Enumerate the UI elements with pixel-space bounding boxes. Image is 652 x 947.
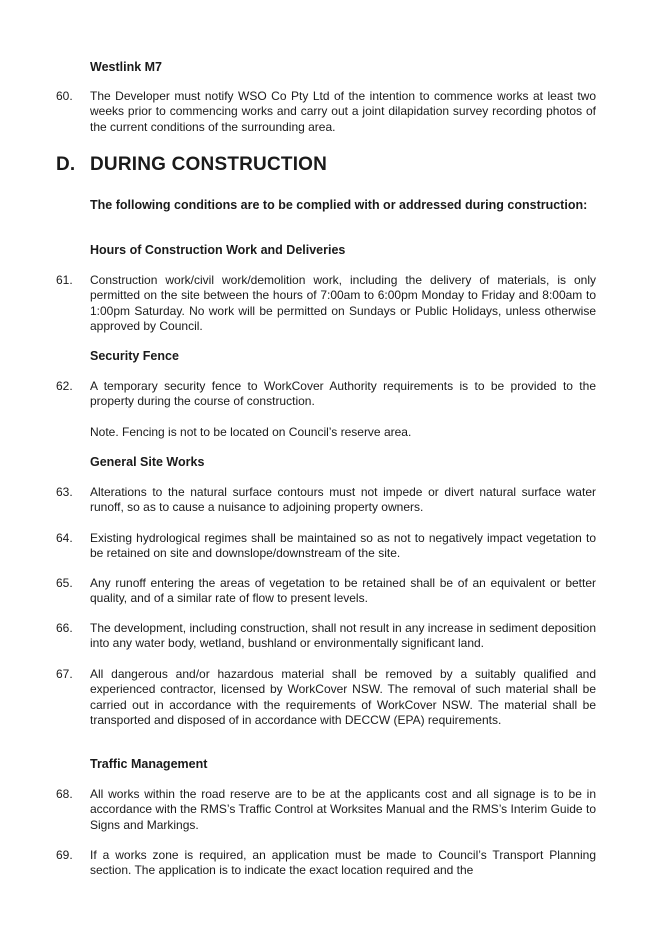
condition-number: 62. <box>56 379 73 393</box>
condition-text: Construction work/civil work/demolition work, including the delivery of materials, is only permitted on the site between the hours of 7:00am to 6:00pm Monday to Friday and 8:00am to 1:00pm Saturday. No work will be permitted on Sundays or Public Holidays, unless otherwise approved by Council. <box>90 273 596 333</box>
condition-60 <box>56 89 596 135</box>
security-fence-note: Note. Fencing is not to be located on Council’s reserve area. <box>90 425 412 439</box>
condition-number: 61. <box>56 273 73 287</box>
condition-65 <box>56 576 596 607</box>
section-letter: D. <box>56 154 76 175</box>
condition-number: 69. <box>56 848 73 862</box>
condition-number: 65. <box>56 576 73 590</box>
condition-63 <box>56 485 596 516</box>
condition-text: The Developer must notify WSO Co Pty Ltd of the intention to commence works at least two weeks prior to commencing works and carry out a joint dilapidation survey recording photos of the current conditions of the surrounding area. <box>90 89 596 134</box>
condition-61 <box>56 273 596 334</box>
condition-text: Existing hydrological regimes shall be maintained so as not to negatively impact vegetation to be retained on site and downslope/downstream of the site. <box>90 531 596 561</box>
condition-number: 63. <box>56 485 73 499</box>
section-lead-text: The following conditions are to be complied with or addressed during construction: <box>90 198 588 212</box>
condition-text: All dangerous and/or hazardous material shall be removed by a suitably qualified and experienced contractor, licensed by WorkCover NSW. The removal of such material shall be carried out in accordance with the requirements of WorkCover NSW. The material shall be transported and disposed of in accordance with DECCW (EPA) requirements. <box>90 667 596 727</box>
heading-security-fence: Security Fence <box>90 349 179 363</box>
condition-64 <box>56 531 596 562</box>
condition-text: A temporary security fence to WorkCover Authority requirements is to be provided to the property during the course of construction. <box>90 379 596 409</box>
condition-number: 66. <box>56 621 73 635</box>
condition-68 <box>56 787 596 833</box>
heading-traffic-management: Traffic Management <box>90 757 208 771</box>
condition-number: 67. <box>56 667 73 681</box>
condition-text: Alterations to the natural surface contours must not impede or divert natural surface water runoff, so as to cause a nuisance to adjoining property owners. <box>90 485 596 515</box>
heading-hours-of-construction: Hours of Construction Work and Deliveries <box>90 243 346 257</box>
condition-text: Any runoff entering the areas of vegetation to be retained shall be of an equivalent or better quality, and of a similar rate of flow to present levels. <box>90 576 596 606</box>
section-title-during-construction <box>56 153 327 177</box>
condition-67 <box>56 667 596 728</box>
condition-text: If a works zone is required, an application must be made to Council’s Transport Planning section. The application is to indicate the exact location required and the <box>90 848 596 878</box>
condition-number: 64. <box>56 531 73 545</box>
condition-66 <box>56 621 596 652</box>
condition-62 <box>56 379 596 410</box>
condition-69 <box>56 848 596 879</box>
condition-number: 60. <box>56 89 73 103</box>
condition-number: 68. <box>56 787 73 801</box>
condition-text: The development, including construction, shall not result in any increase in sediment deposition into any water body, wetland, bushland or environmentally significant land. <box>90 621 596 651</box>
condition-text: All works within the road reserve are to be at the applicants cost and all signage is to be in accordance with the RMS’s Traffic Control at Worksites Manual and the RMS’s Interim Guide to Signs and Markings. <box>90 787 596 832</box>
section-title-text: DURING CONSTRUCTION <box>90 154 328 175</box>
heading-westlink-m7: Westlink M7 <box>90 60 163 74</box>
heading-general-site-works: General Site Works <box>90 455 205 469</box>
